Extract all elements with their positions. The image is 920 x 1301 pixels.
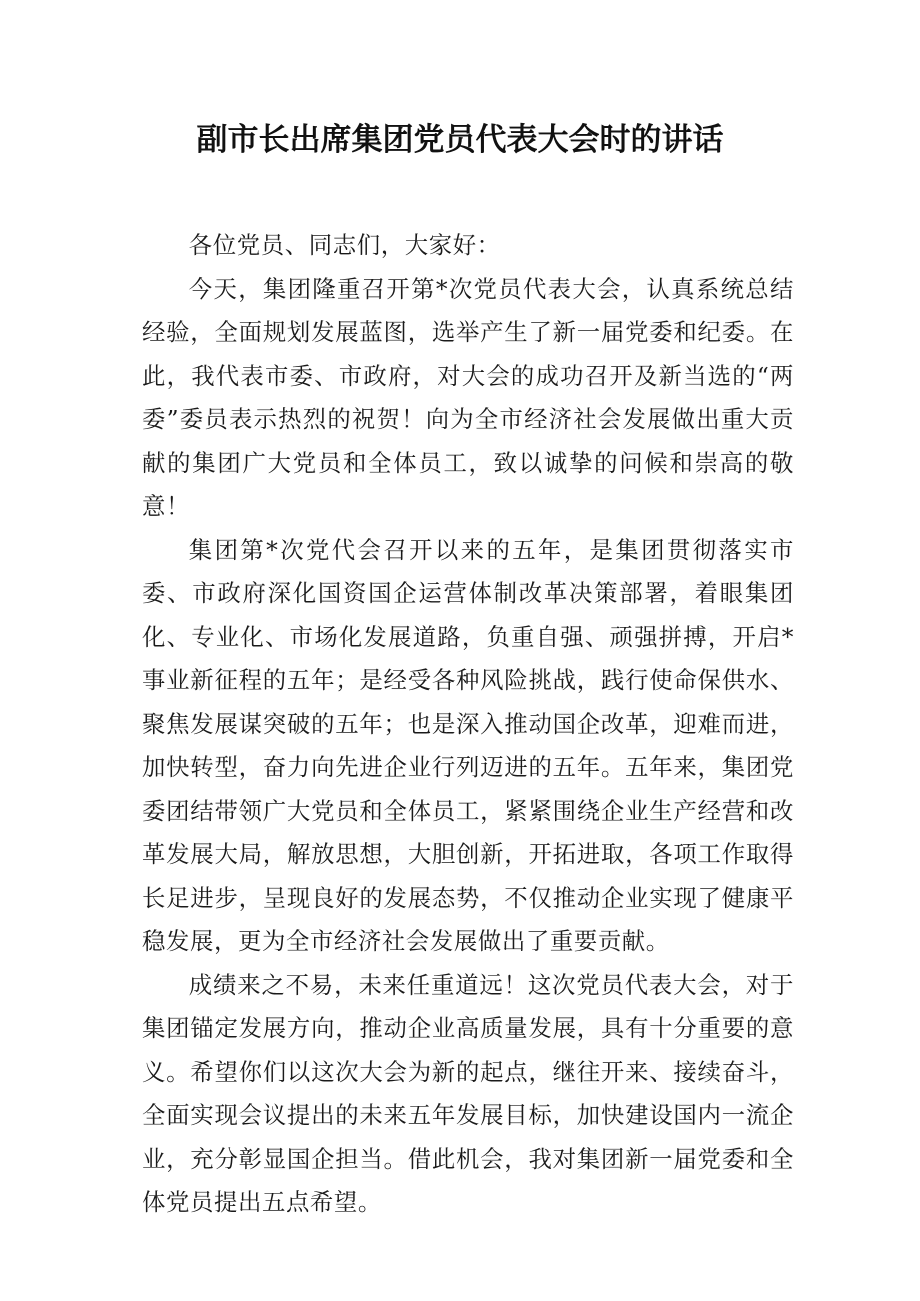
body-paragraph: 成绩来之不易，未来任重道远！这次党员代表大会，对于集团锚定发展方向，推动企业高质量发展，具有十分重要的意义。希望你们以这次大会为新的起点，继往开来、接续奋斗，全面实现会议提出的未来五年发展目标，加快建设国内一流企业，充分彰显国企担当。借此机会，我对集团新一届党委和全体党员提出五点希望。 (142, 970, 794, 1216)
body-paragraph: 今天，集团隆重召开第*次党员代表大会，认真系统总结经验，全面规划发展蓝图，选举产生了新一届党委和纪委。在此，我代表市委、市政府，对大会的成功召开及新当选的“两委”委员表示热烈的祝贺！向为全市经济社会发展做出重大贡献的集团广大党员和全体员工，致以诚挚的问候和崇高的敬意！ (142, 274, 794, 520)
body-paragraph: 集团第*次党代会召开以来的五年，是集团贯彻落实市委、市政府深化国资国企运营体制改革决策部署，着眼集团化、专业化、市场化发展道路，负重自强、顽强拼搏，开启*事业新征程的五年；是经受各种风险挑战，践行使命保供水、聚焦发展谋突破的五年；也是深入推动国企改革，迎难而进，加快转型，奋力向先进企业行列迈进的五年。五年来，集团党委团结带领广大党员和全体员工，紧紧围绕企业生产经营和改革发展大局，解放思想，大胆创新，开拓进取，各项工作取得长足进步，呈现良好的发展态势，不仅推动企业实现了健康平稳发展，更为全市经济社会发展做出了重要贡献。 (142, 535, 794, 955)
document-title: 副市长出席集团党员代表大会时的讲话 (196, 122, 724, 158)
greeting-paragraph: 各位党员、同志们，大家好： (188, 231, 501, 259)
document-body (142, 224, 794, 1225)
